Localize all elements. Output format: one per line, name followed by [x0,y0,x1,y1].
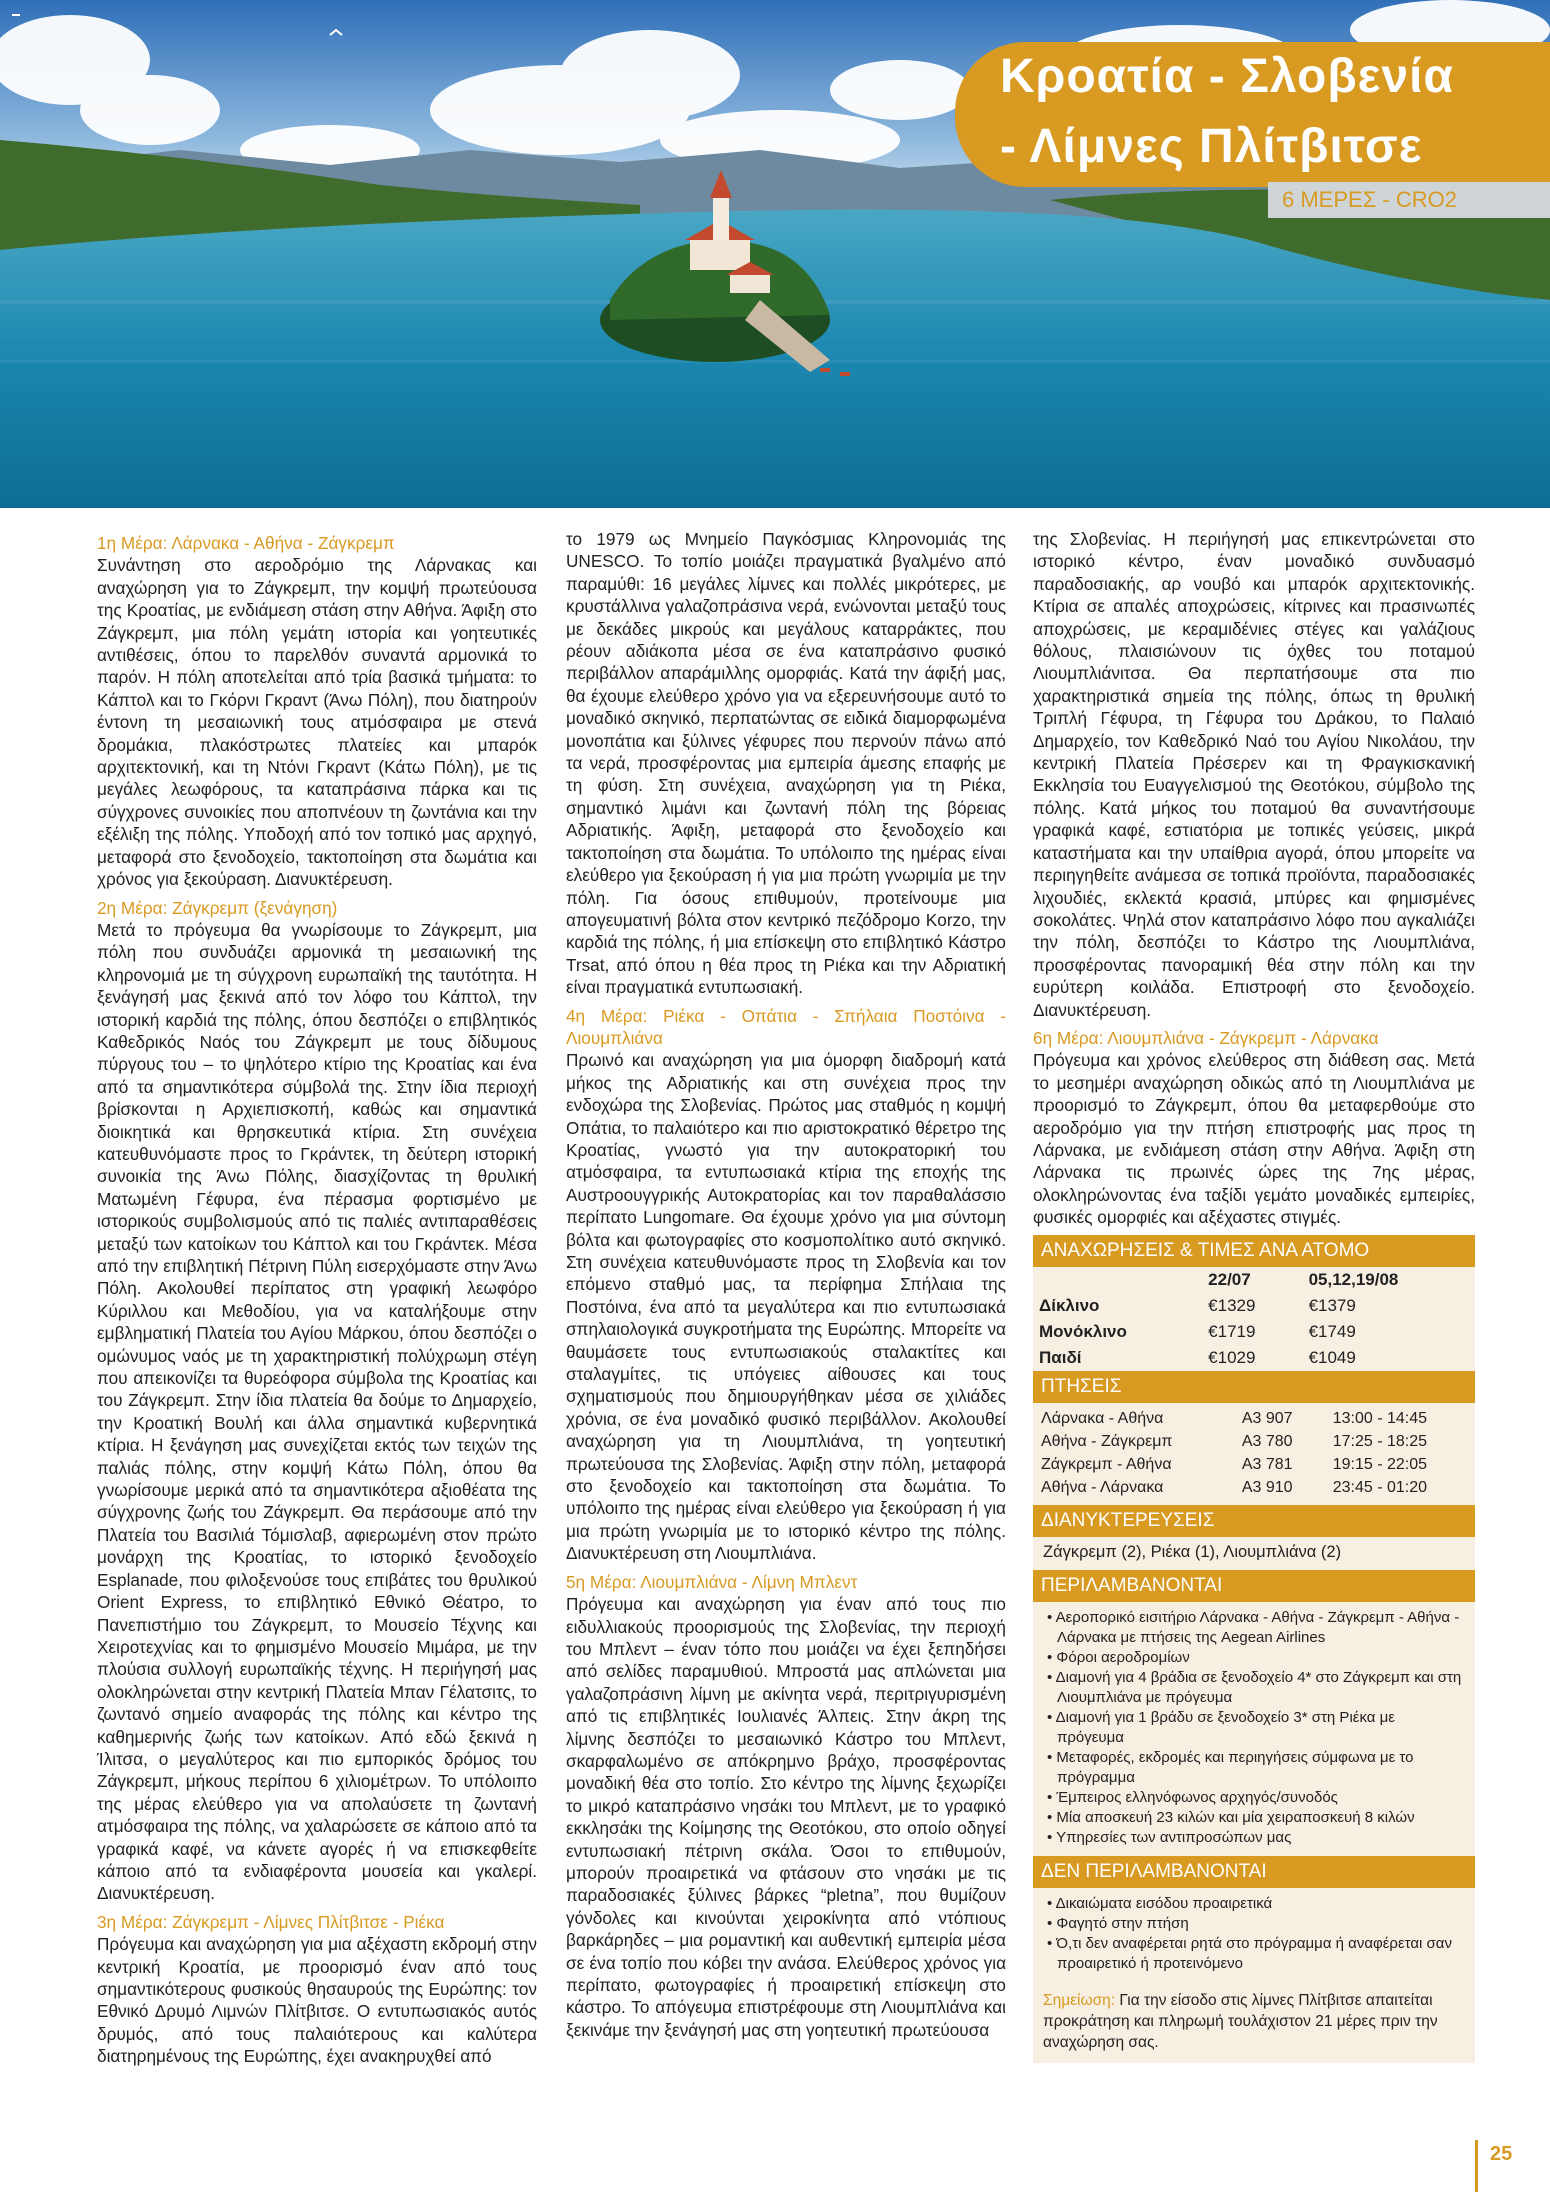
day-5-title: 5η Μέρα: Λιουμπλιάνα - Λίμνη Μπλεντ [566,1571,858,1592]
price-row-label: Δίκλινο [1039,1296,1100,1315]
flight-row [1033,1430,1475,1453]
flight-time: 19:15 - 22:05 [1332,1456,1428,1473]
included-heading: ΠΕΡΙΛΑΜΒΑΝΟΝΤΑΙ [1033,1570,1475,1602]
flight-route: Λάρνακα - Αθήνα [1041,1410,1164,1427]
prices-heading: ΑΝΑΧΩΡΗΣΕΙΣ & ΤΙΜΕΣ ΑΝΑ ΑΤΟΜΟ [1033,1235,1475,1267]
note [1033,1982,1475,2063]
flight-row [1033,1407,1475,1430]
included-list [1033,1602,1475,1856]
price-cell: €1379 [1308,1296,1356,1315]
title-line-2: - Λίμνες Πλίτβιτσε [1000,120,1423,173]
day-3-text-cont: το 1979 ως Μνημείο Παγκόσμιας Κληρονομιάς της UNESCO. Το τοπίο μοιάζει πραγματικά βγαλμένο από παραμύθι: 16 μεγάλες λίμνες και πολλές μικρότερες, με κρυστάλλινα γαλαζοπράσινα νερά, ενώνονται μεταξύ τους με δεκάδες μικρούς και μεγάλους καταρράκτες, που ρέουν αδιάκοπα μέσα σε ένα καταπράσινο φυσικό περιβάλλον απαράμιλλης ομορφιάς. Κατά την άφιξή μας, θα έχουμε ελεύθερο χρόνο για να εξερευνήσουμε αυτό το μοναδικό σκηνικό, περπατώντας σε ειδικά διαμορφωμένα μονοπάτια και ξύλινες γέφυρες που περνούν πάνω από τα νερά, προσφέροντας μια εμπειρία άμεσης επαφής με τη φύση. Στη συνέχεια, αναχώρηση για τη Ριέκα, σημαντικό λιμάνι και ζωντανή πόλη της βόρειας Αδριατικής. Άφιξη, μεταφορά στο ξενοδοχείο και τακτοποίηση στα δωμάτια. Το υπόλοιπο της ημέρας είναι ελεύθερο για ξεκούραση ή για μια πρώτη γνωριμία με την πόλη. Για όσους επιθυμούν, προτείνουμε μια απογευματινή βόλτα στον κεντρικό πεζόδρομο Korzo, την καρδιά της πόλης, ή μια επίσκεψη στο επιβλητικό Κάστρο Trsat, από όπου η θέα προς τη Ριέκα και την Αδριατική είναι πραγματικά εντυπωσιακή. [566,529,1006,998]
list-item: • Φαγητό στην πτήση [1045,1914,1465,1934]
nights-text: Ζάγκρεμπ (2), Ριέκα (1), Λιουμπλιάνα (2) [1043,1543,1342,1561]
list-item: • Αεροπορικό εισιτήριο Λάρνακα - Αθήνα - Ζάγκρεμπ - Αθήνα - Λάρνακα με πτήσεις της Aegean Airlines [1045,1608,1465,1648]
excluded-heading: ΔΕΝ ΠΕΡΙΛΑΜΒΑΝΟΝΤΑΙ [1033,1856,1475,1888]
day-1-text: Συνάντηση στο αεροδρόμιο της Λάρνακας και αναχώρηση για το Ζάγκρεμπ, την κομψή πρωτεύουσα της Κροατίας, με ενδιάμεση στάση στην Αθήνα. Άφιξη στο Ζάγκρεμπ, μια πόλη γεμάτη ιστορία και γοητευτικές αντιθέσεις, όπου το παρελθόν συναντά αρμονικά το παρόν. Η πόλη αποτελείται από τρία βασικά τμήματα: το Κάπτολ και το Γκόρνι Γκραντ (Άνω Πόλη), που διατηρούν έντονη τη μεσαιωνική τους ατμόσφαιρα με στενά δρομάκια, πλακόστρωτες πλατείες και μπαρόκ αρχιτεκτονική, και τη Ντόνι Γκραντ (Κάτω Πόλη), με τις μεγάλες λεωφόρους, τα καταπράσινα πάρκα και τις σύγχρονες συνοικίες που αποπνέουν τη ζωντάνια και την εξέλιξη της πόλης. Υποδοχή από τον τοπικό μας αρχηγό, μεταφορά στο ξενοδοχείο, τακτοποίηση στα δωμάτια και χρόνος για ξεκούραση. Διανυκτέρευση. [97,555,537,890]
price-row-label: Μονόκλινο [1039,1322,1127,1341]
day-5-text: Πρόγευμα και αναχώρηση για έναν από τους πιο ειδυλλιακούς προορισμούς της Σλοβενίας, την περιοχή του Μπλεντ – έναν τόπο που μοιάζει να έχει ξεπηδήσει από σελίδες παραμυθιού. Μπροστά μας απλώνεται μια γαλαζοπράσινη λίμνη με ακίνητα νερά, περιτριγυρισμένη από τις επιβλητικές Ιουλιανές Άλπεις. Στην άκρη της λίμνης δεσπόζει το μεσαιωνικό Κάστρο του Μπλεντ, σκαρφαλωμένο σε απόκρημνο βράχο, προσφέροντας μοναδική θέα στο τοπίο. Στο κέντρο της λίμνης ξεχωρίζει το μικρό καταπράσινο νησάκι του Μπλεντ, με το γραφικό εκκλησάκι της Κοίμησης της Θεοτόκου, στο οποίο οδηγεί εντυπωσιακή πέτρινη σκάλα. Όσοι το επιθυμούν, μπορούν προαιρετικά να φτάσουν στο νησάκι με τις παραδοσιακές ξύλινες βάρκες “pletna”, που θυμίζουν γόνδολες και κινούνται χειροκίνητα από ντόπιους βαρκάρηδες – μια ρομαντική και αυθεντική εμπειρία μέσα σε ένα τοπίο που κόβει την ανάσα. Ελεύθερος χρόνος για περίπατο, φωτογραφίες ή προαιρετική επίσκεψη στο κάστρο. Το απόγευμα επιστρέφουμε στη Λιουμπλιάνα και ξεκινάμε την ξενάγησή μας στη γοητευτική πρωτεύουσα [566,1594,1006,2040]
list-item: • Ό,τι δεν αναφέρεται ρητά στο πρόγραμμα ή αναφέρεται σαν προαιρετικό ή προτεινόμενο [1045,1934,1465,1974]
flight-code: A3 907 [1241,1410,1293,1427]
price-col-2: 05,12,19/08 [1308,1270,1399,1289]
price-table-header [1033,1267,1475,1293]
tour-code: 6 ΜΕΡΕΣ - CRO2 [1282,187,1457,212]
day-1-title: 1η Μέρα: Λάρνακα - Αθήνα - Ζάγκρεμπ [97,533,395,553]
list-item: • Μεταφορές, εκδρομές και περιηγήσεις σύμφωνα με το πρόγραμμα [1045,1748,1465,1788]
flights-heading: ΠΤΗΣΕΙΣ [1033,1371,1475,1403]
flight-time: 17:25 - 18:25 [1332,1433,1428,1450]
list-item: • Διαμονή για 4 βράδια σε ξενοδοχείο 4* στο Ζάγκρεμπ και στη Λιουμπλιάνα με πρόγευμα [1045,1668,1465,1708]
list-item: • Δικαιώματα εισόδου προαιρετικά [1045,1894,1465,1914]
price-row [1033,1345,1475,1371]
price-row-label: Παιδί [1039,1348,1082,1367]
page-number: 25 [1490,2143,1513,2165]
price-row [1033,1293,1475,1319]
flight-route: Αθήνα - Ζάγκρεμπ [1041,1433,1173,1450]
day-3-text: Πρόγευμα και αναχώρηση για μια αξέχαστη εκδρομή στην κεντρική Κροατία, με προορισμό έναν από τους σημαντικότερους φυσικούς θησαυρούς της Ευρώπης: τον Εθνικό Δρυμό Λιμνών Πλίτβιτσε. Ο εντυπωσιακός αυτός δρυμός, από τους παλαιότερους και καλύτερα διατηρημένους της Ευρώπης, έχει ανακηρυχθεί από [97,1934,537,2067]
list-item: • Έμπειρος ελληνόφωνος αρχηγός/συνοδός [1045,1788,1465,1808]
flight-code: A3 781 [1241,1456,1293,1473]
page-title [1000,42,1550,182]
price-cell: €1719 [1208,1322,1256,1341]
list-item: • Μία αποσκευή 23 κιλών και μία χειραποσκευή 8 κιλών [1045,1808,1465,1828]
price-cell: €1029 [1208,1348,1256,1367]
flight-time: 13:00 - 14:45 [1332,1410,1428,1427]
info-panel [1033,1235,1475,2063]
note-text: Για την είσοδο στις λίμνες Πλίτβιτσε απαιτείται προκράτηση και πληρωμή τουλάχιστον 21 μέρες πριν την αναχώρηση σας. [1043,1992,1438,2051]
day-2-title: 2η Μέρα: Ζάγκρεμπ (ξενάγηση) [97,897,338,918]
list-item: • Διαμονή για 1 βράδυ σε ξενοδοχείο 3* στη Ριέκα με πρόγευμα [1045,1708,1465,1748]
price-table [1033,1267,1475,1371]
day-6-text: Πρόγευμα και χρόνος ελεύθερος στη διάθεση σας. Μετά το μεσημέρι αναχώρηση οδικώς από τη Λιουμπλιάνα με προορισμό το Ζάγκρεμπ, όπου θα μεταφερθούμε στο αεροδρόμιο για την πτήση επιστροφής μας προς τη Λάρνακα, με ενδιάμεση στάση στην Αθήνα. Άφιξη στη Λάρνακα τις πρωινές ώρες της 7ης μέρας, ολοκληρώνοντας ένα ταξίδι γεμάτο μοναδικές εμπειρίες, φυσικές ομορφιές και αξέχαστες στιγμές. [1033,1050,1475,1228]
corner-mark [12,14,20,16]
flight-route: Αθήνα - Λάρνακα [1041,1479,1164,1496]
price-row [1033,1319,1475,1345]
title-line-1: Κροατία - Σλοβενία [1000,50,1454,103]
flight-time: 23:45 - 01:20 [1332,1479,1428,1496]
flight-route: Ζάγκρεμπ - Αθήνα [1041,1456,1172,1473]
price-cell: €1749 [1308,1322,1356,1341]
list-item: • Υπηρεσίες των αντιπροσώπων μας [1045,1828,1465,1848]
flight-code: A3 780 [1241,1433,1293,1450]
itinerary-column-3 [1033,528,1475,1235]
price-cell: €1049 [1308,1348,1356,1367]
day-6-title: 6η Μέρα: Λιουμπλιάνα - Ζάγκρεμπ - Λάρνακα [1033,1027,1379,1048]
flights-table [1033,1407,1475,1499]
price-col-1: 22/07 [1208,1270,1251,1289]
day-3-title: 3η Μέρα: Ζάγκρεμπ - Λίμνες Πλίτβιτσε - Ριέκα [97,1911,445,1932]
day-2-text: Μετά το πρόγευμα θα γνωρίσουμε το Ζάγκρεμπ, μια πόλη που συνδυάζει αρμονικά τη μεσαιωνική της κληρονομιά με τη σύγχρονη ευρωπαϊκή της ταυτότητα. Η ξενάγησή μας ξεκινά από τον λόφο του Κάπτολ, την ιστορική καρδιά της πόλης, όπου δεσπόζει ο επιβλητικός Καθεδρικός Ναός του Ζάγκρεμπ με τους δίδυμους πύργους του – το ψηλότερο κτίριο της Κροατίας και ένα από τα σημαντικότερα σύμβολά της. Στην ίδια περιοχή βρίσκονται η Αρχιεπισκοπή, καθώς και σημαντικά διοικητικά και θρησκευτικά κτίρια. Στη συνέχεια κατευθυνόμαστε προς το Γκράντεκ, τη δεύτερη ιστορική συνοικία της Άνω Πόλης, διασχίζοντας τη θρυλική Ματωμένη Γέφυρα, ένα πέρασμα φορτισμένο με ιστορικούς συμβολισμούς από τις παλιές αντιπαραθέσεις μεταξύ των κατοίκων του Κάπτολ και του Γκράντεκ. Μέσα από την επιβλητική Πέτρινη Πύλη εισερχόμαστε στην Άνω Πόλη. Ακολουθεί περίπατος στη γραφική λεωφόρο Κύριλλου και Μεθοδίου, για να καταλήξουμε στην εμβληματική Πλατεία του Αγίου Μάρκου, όπου δεσπόζει ο ομώνυμος ναός με τη χαρακτηριστική πολύχρωμη στέγη που απεικονίζει τα θυρεόφορα σύμβολα της Κροατίας και του Ζάγκρεμπ. Στην ίδια πλατεία θα δούμε το Δημαρχείο, την Κροατική Βουλή και άλλα σημαντικά κυβερνητικά κτίρια. Η ξενάγηση μας συνεχίζεται εκτός των τειχών της παλιάς πόλης, στην κομψή Κάτω Πόλη, όπου θα γνωρίσουμε μερικά από τα σημαντικότερα αξιοθέατα της σύγχρονης ζωής του Ζάγκρεμπ. Θα περάσουμε από την Πλατεία του Βασιλιά Τόμισλαβ, αφιερωμένη στον πρώτο μονάρχη της Κροατίας, το ιστορικό ξενοδοχείο Esplanade, που φιλοξενούσε τους επιβάτες του θρυλικού Orient Express, το επιβλητικό Εθνικό Θέατρο, το Πανεπιστήμιο του Ζάγκρεμπ, το Μουσείο Τέχνης και Χειροτεχνίας και το φημισμένο Μουσείο Μιμάρα, με την πλούσια συλλογή ευρωπαϊκής τέχνης. Η περιήγησή μας ολοκληρώνεται στην κεντρική Πλατεία Μπαν Γέλατσιτς, το ζωντανό σημείο αναφοράς της πόλης και κέντρο της καθημερινής ζωής των κατοίκων. Από εδώ ξεκινά η Ίλιτσα, ο μεγαλύτερος και πιο εμπορικός δρόμος του Ζάγκρεμπ, μήκους περίπου 6 χιλιομέτρων. Το υπόλοιπο της μέρας ελεύθερο για να απολαύσετε τη ζωντανή ατμόσφαιρα της πόλης, να χαλαρώσετε σε κάποιο από τα γραφικά καφέ, να κάνετε αγορές ή να επισκεφθείτε κάποιο από τα ενδιαφέροντα μουσεία και γκαλερί. Διανυκτέρευση. [97,919,537,1904]
flight-row [1033,1476,1475,1499]
list-item: • Φόροι αεροδρομίων [1045,1648,1465,1668]
day-5-text-cont: της Σλοβενίας. Η περιήγησή μας επικεντρώνεται στο ιστορικό κέντρο, έναν μοναδικό συνδυασμό παραδοσιακής, αρ νουβό και μπαρόκ αρχιτεκτονικής. Κτίρια σε απαλές αποχρώσεις, κίτρινες και πρασινωπές αποχρώσεις, με κεραμιδένιες στέγες και γαλάζιους θόλους, πλαισιώνουν τις όχθες του ποταμού Λιουμπλιάνιτσα. Θα περπατήσουμε στα πιο χαρακτηριστικά σημεία της πόλης, όπως τη θρυλική Τριπλή Γέφυρα, τη Γέφυρα του Δράκου, το Παλαιό Δημαρχείο, τον Καθεδρικό Ναό του Αγίου Νικολάου, την κεντρική Πλατεία Πρέσερεν και τη Φραγκισκανική Εκκλησία του Ευαγγελισμού της Θεοτόκου, σύμβολο της πόλης. Κατά μήκος του ποταμού θα συναντήσουμε γραφικά καφέ, εστιατόρια με τοπικές γεύσεις, μικρά καταστήματα και την υπαίθρια αγορά, όπου μπορείτε να περιηγηθείτε ανάμεσα σε τοπικά προϊόντα, παραδοσιακές λιχουδιές, εκλεκτά κρασιά, μπύρες και φημισμένες σοκολάτες. Ψηλά στον καταπράσινο λόφο που αγκαλιάζει την πόλη, δεσπόζει το Κάστρο της Λιουμπλιάνα, προσφέροντας πανοραμική θέα στην πόλη και την ευρύτερη κοιλάδα. Επιστροφή στο ξενοδοχείο. Διανυκτέρευση. [1033,529,1475,1020]
day-4-title: 4η Μέρα: Ριέκα - Οπάτια - Σπήλαια Ποστόινα - Λιουμπλιάνα [566,1005,1006,1048]
day-4-text: Πρωινό και αναχώρηση για μια όμορφη διαδρομή κατά μήκος της Αδριατικής και στη συνέχεια προς την ενδοχώρα της Σλοβενίας. Πρώτος μας σταθμός η κομψή Οπάτια, το παλαιότερο και πιο αριστοκρατικό θέρετρο της Κροατίας, γνωστό για την αυτοκρατορική του ατμόσφαιρα, τα εντυπωσιακά κτίρια της εποχής της Αυστροουγγρικής Αυτοκρατορίας και τον παραθαλάσσιο περίπατο Lungomare. Θα έχουμε χρόνο για μια σύντομη βόλτα και φωτογραφίες στο κοσμοπολίτικο αυτό σκηνικό. Στη συνέχεια κατευθυνόμαστε προς τη Σλοβενία και τον επόμενο σταθμό μας, τα περίφημα Σπήλαια της Ποστόινα, ένα από τα μεγαλύτερα και πιο εντυπωσιακά σπηλαιολογικά συγκροτήματα της Ευρώπης. Μπορείτε να θαυμάσετε τους εντυπωσιακούς σταλακτίτες και σταλαγμίτες, τις υπόγειες αίθουσες και τους σχηματισμούς που δημιουργήθηκαν μέσα σε χιλιάδες χρόνια, σε ένα μοναδικό φυσικό περιβάλλον. Ακολουθεί αναχώρηση για τη Λιουμπλιάνα, τη γοητευτική πρωτεύουσα της Σλοβενίας. Άφιξη στην πόλη, μεταφορά στο ξενοδοχείο και τακτοποίηση στα δωμάτια. Το υπόλοιπο της ημέρας είναι ελεύθερο για ξεκούραση ή για μια πρώτη γνωριμία με το ιστορικό κέντρο της πόλης. Διανυκτέρευση στη Λιουμπλιάνα. [566,1050,1006,1564]
excluded-list [1033,1888,1475,1982]
page-number-bar [1475,2140,1478,2192]
itinerary-column-2 [566,528,1006,2047]
flight-code: A3 910 [1241,1479,1293,1496]
itinerary-column-1 [97,528,537,2074]
note-label: Σημείωση: [1043,1992,1116,2009]
price-cell: €1329 [1208,1296,1256,1315]
flight-row [1033,1453,1475,1476]
nights-heading: ΔΙΑΝΥΚΤΕΡΕΥΣΕΙΣ [1033,1505,1475,1537]
